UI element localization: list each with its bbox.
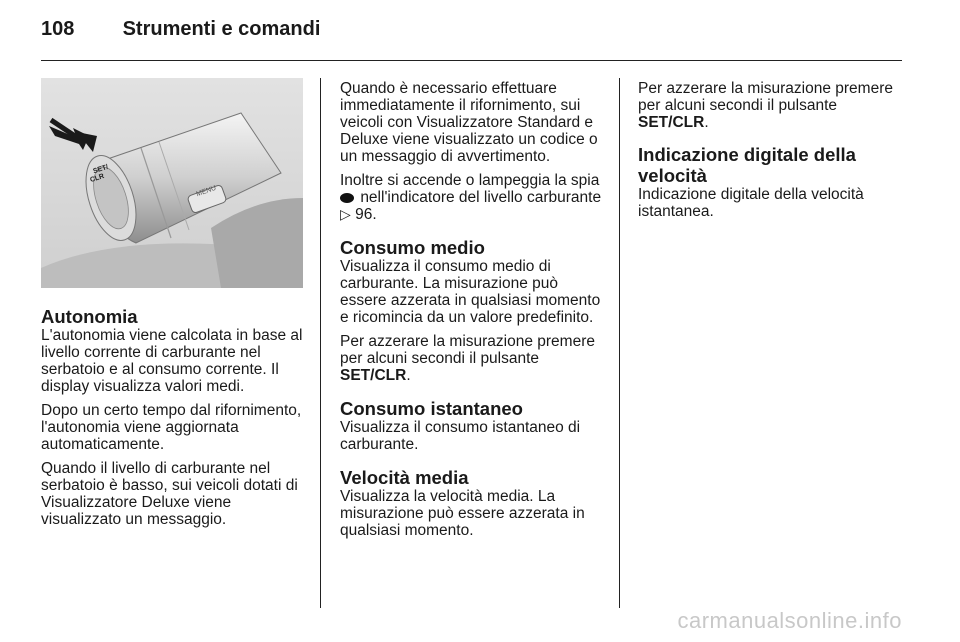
paragraph: Visualizza il consumo medio di carburante. La misurazione può essere azzerata in qualsiasi momento e ricomincia da un valore predefinito. <box>340 258 601 326</box>
paragraph: Quando è necessario effettuare immediatamente il rifornimento, sui veicoli con Visualizzatore Standard e Deluxe viene visualizzato un codice o un messaggio di avvertimento. <box>340 80 598 165</box>
column-1 <box>41 306 306 535</box>
text: Per azzerare la misurazione premere per alcuni secondi il pulsante <box>638 80 893 114</box>
clr-label: CLR <box>89 172 106 185</box>
paragraph: Indicazione digitale della velocità istantanea. <box>638 186 864 220</box>
fuel-warning-dot-icon <box>340 193 354 203</box>
paragraph <box>340 172 606 223</box>
watermark: carmanualsonline.info <box>677 608 902 633</box>
heading-indicazione-digitale: Indicazione digitale della velocità <box>638 144 856 186</box>
paragraph: Per azzerare la misurazione premere per alcuni secondi il pulsante SET/CLR. <box>638 80 893 131</box>
paragraph: Quando il livello di carburante nel serbatoio è basso, sui veicoli dotati di Visualizzatore Deluxe viene visualizzato un messaggio. <box>41 460 298 528</box>
stalk-lever-figure <box>41 78 303 288</box>
text: Per azzerare la misurazione premere per alcuni secondi il pulsante <box>340 333 595 367</box>
column-divider <box>320 78 321 608</box>
paragraph: Visualizza la velocità media. La misurazione può essere azzerata in qualsiasi momento. <box>340 488 585 539</box>
paragraph: Dopo un certo tempo dal rifornimento, l'autonomia viene aggiornata automaticamente. <box>41 402 302 453</box>
menu-label: MENU <box>195 184 218 199</box>
column-3 <box>638 80 906 227</box>
column-2 <box>340 80 606 546</box>
section-title: Strumenti e comandi <box>122 18 321 40</box>
set-clr-button-name: SET/CLR <box>638 114 705 131</box>
paragraph: Visualizza il consumo istantaneo di carburante. <box>340 419 581 453</box>
page-header <box>41 18 320 41</box>
text: Inoltre si accende o lampeggia la spia <box>340 172 600 189</box>
heading-consumo-istantaneo: Consumo istantaneo <box>340 398 523 419</box>
page-number: 108 <box>41 18 75 40</box>
heading-autonomia: Autonomia <box>41 306 138 327</box>
header-rule <box>41 60 902 61</box>
stalk-lever-photo-icon <box>41 78 303 288</box>
column-divider <box>619 78 620 608</box>
text: nell'indicatore del livello carburante <box>360 189 602 206</box>
set-clr-button-name: SET/CLR <box>340 367 407 384</box>
heading-consumo-medio: Consumo medio <box>340 237 485 258</box>
paragraph: L'autonomia viene calcolata in base al livello corrente di carburante nel serbatoio e al consumo corrente. Il display visualizza valori medi. <box>41 327 303 395</box>
page-reference-arrow-icon: ▷ <box>340 206 351 222</box>
page-reference-link[interactable]: 96. <box>355 206 377 223</box>
set-label: SET/ <box>92 163 110 176</box>
paragraph: Per azzerare la misurazione premere per alcuni secondi il pulsante SET/CLR. <box>340 333 595 384</box>
heading-velocita-media: Velocità media <box>340 467 469 488</box>
